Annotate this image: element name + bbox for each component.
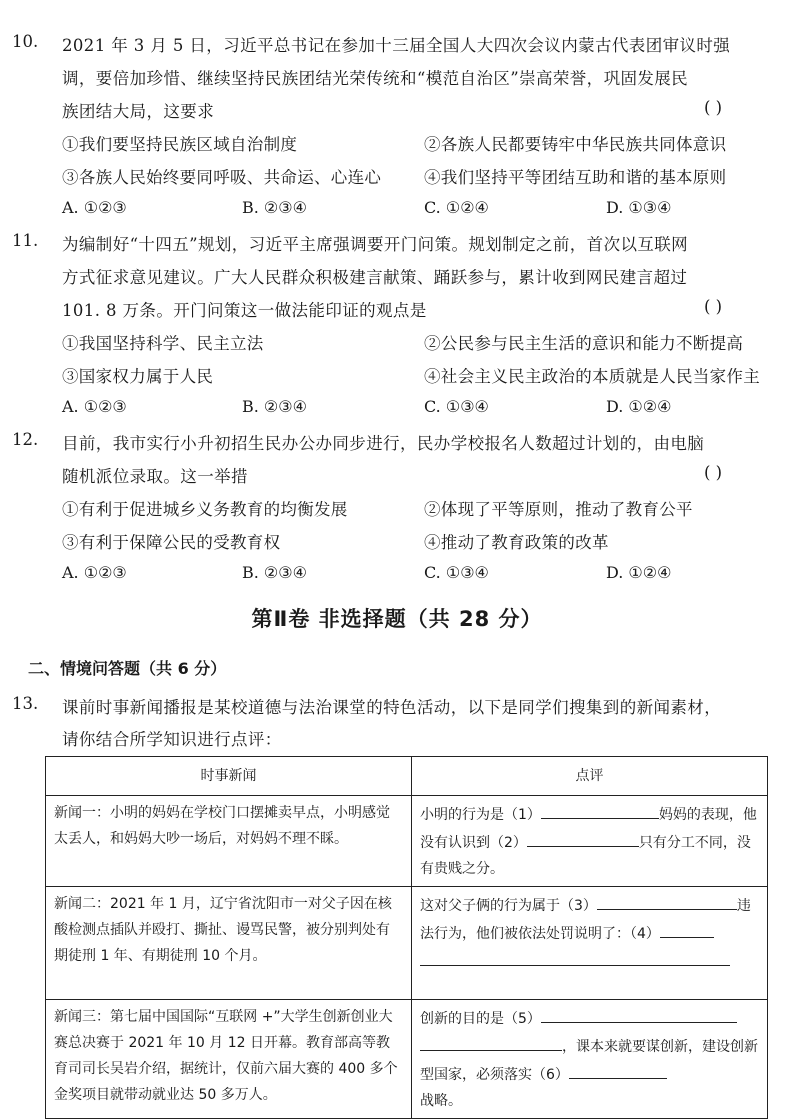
question-stem-line: 随机派位录取。这一举措	[62, 467, 248, 486]
choice-c[interactable]: C. ①②④	[424, 198, 489, 217]
question-number: 11.	[12, 231, 39, 250]
comment-cell	[412, 796, 768, 887]
question-stem-line: 方式征求意见建议。广大人民群众积极建言献策、踊跃参与，累计收到网民建言超过	[62, 268, 688, 287]
comment-text: 战略。	[420, 1093, 462, 1109]
comment-text: 小明的行为是（1）	[420, 807, 541, 823]
question-stem-line: 为编制好“十四五”规划，习近平主席强调要开门问策。规划制定之前，首次以互联网	[62, 235, 689, 254]
statement-option: ③有利于保障公民的受教育权	[62, 533, 281, 552]
choice-d[interactable]: D. ①③④	[606, 198, 672, 217]
choice-c[interactable]: C. ①③④	[424, 397, 489, 416]
answer-blank-2[interactable]	[527, 828, 639, 847]
statement-option: ②各族人民都要铸牢中华民族共同体意识	[424, 135, 727, 154]
news-table	[45, 756, 768, 1119]
statement-option: ④推动了教育政策的改革	[424, 533, 609, 552]
table-row	[46, 887, 768, 1000]
choice-b[interactable]: B. ②③④	[242, 198, 307, 217]
answer-blank-3[interactable]	[597, 891, 737, 910]
comment-text: 妈妈的表现，他没有认识到（2）	[420, 807, 757, 851]
question-number: 12.	[12, 430, 39, 449]
comment-text: 只有分工不同，没有贵贱之分。	[420, 835, 751, 877]
question-stem-line: 目前，我市实行小升初招生民办公办同步进行，民办学校报名人数超过计划的，由电脑	[62, 434, 705, 453]
answer-blank-5-continued[interactable]	[420, 1032, 562, 1051]
choice-d[interactable]: D. ①②④	[606, 397, 672, 416]
answer-blank-4[interactable]	[660, 919, 714, 938]
statement-option: ③国家权力属于人民	[62, 367, 214, 386]
question-stem-line: 请你结合所学知识进行点评：	[62, 730, 282, 749]
part-title: 二、情境问答题（共 6 分）	[28, 659, 227, 678]
statement-option: ④我们坚持平等团结互助和谐的基本原则	[424, 168, 727, 187]
choice-d[interactable]: D. ①②④	[606, 563, 672, 582]
section-title: 第Ⅱ卷 非选择题（共 28 分）	[251, 607, 543, 631]
news-cell: 新闻三：第七届中国国际“互联网 +”大学生创新创业大赛总决赛于 2021 年 10 月 12 日开幕。教育部高等教育司司长吴岩介绍，据统计，仅前六届大赛的 400 多个金奖项目就带动就业达 50 多万人。	[46, 1000, 412, 1119]
news-cell: 新闻一：小明的妈妈在学校门口摆摊卖早点，小明感觉太丢人，和妈妈大吵一场后，对妈妈不理不睬。	[46, 796, 412, 887]
table-header-row	[46, 757, 768, 796]
comment-cell	[412, 1000, 768, 1119]
choice-b[interactable]: B. ②③④	[242, 397, 307, 416]
column-header-comment: 点评	[412, 757, 768, 796]
choice-a[interactable]: A. ①②③	[62, 198, 127, 217]
answer-bracket: ( )	[704, 463, 723, 482]
column-header-news: 时事新闻	[46, 757, 412, 796]
statement-option: ②公民参与民主生活的意识和能力不断提高	[424, 334, 744, 353]
comment-cell	[412, 887, 768, 1000]
question-stem-line: 调，要倍加珍惜、继续坚持民族团结光荣传统和“模范自治区”崇高荣誉，巩固发展民	[62, 69, 689, 88]
answer-blank-5[interactable]	[541, 1004, 737, 1023]
choice-b[interactable]: B. ②③④	[242, 563, 307, 582]
statement-option: ④社会主义民主政治的本质就是人民当家作主	[424, 367, 760, 386]
statement-option: ①我国坚持科学、民主立法	[62, 334, 264, 353]
question-stem-line: 101. 8 万条。开门问策这一做法能印证的观点是	[62, 301, 427, 320]
table-row	[46, 796, 768, 887]
comment-text: ，课本来就要谋创新，建设创新型国家，必须落实（6）	[420, 1039, 758, 1083]
choice-a[interactable]: A. ①②③	[62, 563, 127, 582]
question-number: 13.	[12, 694, 39, 713]
statement-option: ②体现了平等原则，推动了教育公平	[424, 500, 693, 519]
statement-option: ①我们要坚持民族区域自治制度	[62, 135, 298, 154]
statement-option: ③各族人民始终要同呼吸、共命运、心连心	[62, 168, 382, 187]
news-cell: 新闻二：2021 年 1 月，辽宁省沈阳市一对父子因在核酸检测点插队并殴打、撕扯、谩骂民警，被分别判处有期徒刑 1 年、有期徒刑 10 个月。	[46, 887, 412, 1000]
answer-blank-1[interactable]	[541, 800, 659, 819]
answer-bracket: ( )	[704, 297, 723, 316]
answer-blank-4-continued[interactable]	[420, 947, 730, 966]
question-stem-line: 2021 年 3 月 5 日，习近平总书记在参加十三届全国人大四次会议内蒙古代表团审议时强	[62, 36, 731, 55]
answer-blank-6[interactable]	[569, 1060, 667, 1079]
comment-text: 这对父子俩的行为属于（3）	[420, 898, 597, 914]
table-row	[46, 1000, 768, 1119]
comment-text: 创新的目的是（5）	[420, 1011, 541, 1027]
comment-text: 违法行为，他们被依法处罚说明了：（4）	[420, 898, 751, 942]
choice-a[interactable]: A. ①②③	[62, 397, 127, 416]
choice-c[interactable]: C. ①③④	[424, 563, 489, 582]
answer-bracket: ( )	[704, 98, 723, 117]
question-stem-line: 族团结大局，这要求	[62, 102, 215, 121]
question-number: 10.	[12, 32, 39, 51]
statement-option: ①有利于促进城乡义务教育的均衡发展	[62, 500, 348, 519]
question-stem-line: 课前时事新闻播报是某校道德与法治课堂的特色活动，以下是同学们搜集到的新闻素材，	[62, 698, 722, 717]
